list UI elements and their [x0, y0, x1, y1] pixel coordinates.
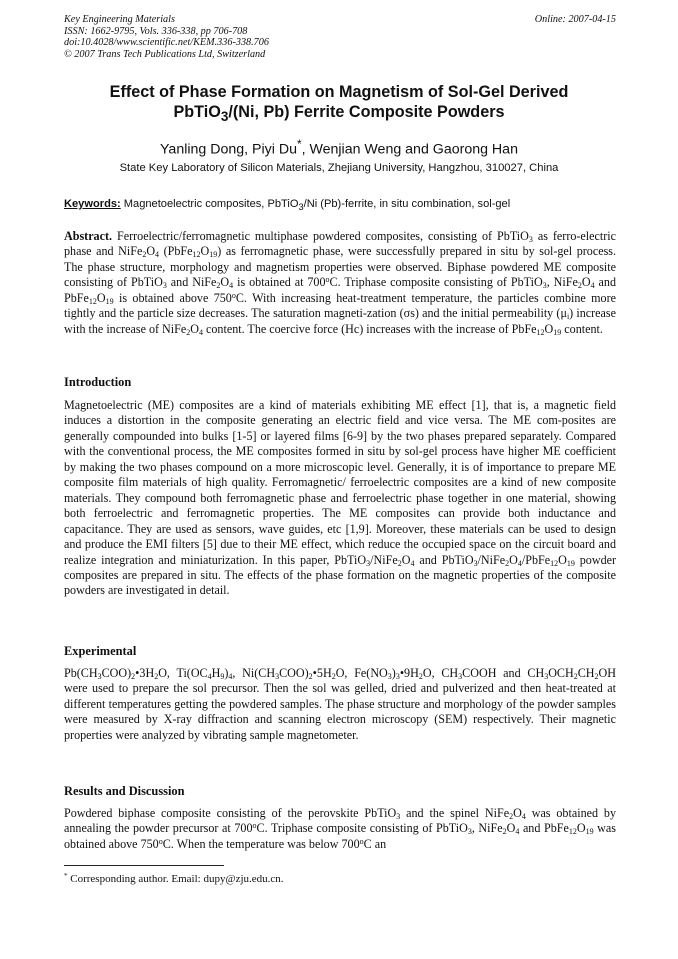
copyright-line: © 2007 Trans Tech Publications Ltd, Switzerland: [64, 48, 266, 60]
journal-name: Key Engineering Materials: [64, 14, 175, 25]
authors: Yanling Dong, Piyi Du*, Wenjian Weng and Gaorong Han: [160, 137, 518, 158]
introduction-text: Magnetoelectric (ME) composites are a kind of materials exhibiting ME effect [1], that is, a magnetic field induces a distortion in the composite generating an electric field and vice versa. The ME com-posites are generally compounded into bulks [1-5] or layered films [6-9] by the two phases prepared separately. Compared with the conventional process, the ME composites formed in situ by sol-gel process have higher ME coefficient by making the two phases compound on a more microscopic level. Generally, it is of importance to prepare ME composite film materials of high quality. Ferromagnetic/ ferroelectric composites are a kind of new composite materials. They compound both ferromagnetic phase and ferroelectric phase together in one material, showing both ferroelectric and ferromagnetic properties. The ME composites can provide both inductance and capacitance. They are used as sensors, wave guides, etc [1,9]. Moreover, these materials can be used to design and produce the EMI filters [5] due to their ME effect, which reduce the occupied space on the circuit board and realize integration and miniaturization. In this paper, $PbTiO_3/NiFe_2O_4$ and $PbTiO_3/NiFe_2O_4/PbFe_{12}O_{19}$ powder composites are prepared in situ. The effects of the phase formation on the magnetic properties of the composite powders are investigated in detail.: [64, 398, 617, 598]
issn-line: ISSN: 1662-9795, Vols. 336-338, pp 706-708: [64, 25, 248, 37]
journal-header: [64, 14, 616, 60]
abstract: [64, 229, 616, 337]
title-line-1: Effect of Phase Formation on Magnetism of Sol-Gel Derived: [109, 83, 569, 101]
results-heading: Results and Discussion: [64, 784, 185, 798]
online-date: Online: 2007-04-15: [534, 14, 616, 25]
keywords-text: Magnetoelectric composites, PbTiO$_3$/Ni (Pb)-ferrite, in situ combination, sol-gel: [120, 198, 511, 213]
introduction-heading: Introduction: [64, 375, 132, 389]
experimental-text: $Pb(CH_3COO)_2•3H_2O$, $Ti(OC_4H_9)_4$, $Ni(CH_3COO)_2•5H_2O$, $Fe(NO_3)_3•9H_2O$, $CH_3COOH$ and $CH_3OCH_2CH_2OH$ were used to prepare the sol precursor. Then the sol was gelled, dried and pulverized and then heat-treated at different temperatures getting the powdered samples. The phase structure and morphology of the powder samples were measured by X-ray diffraction and scanning electron microscopy (SEM) respectively. Their magnetic properties were analyzed by vibrating sample magnetometer.: [64, 666, 617, 742]
footnote: * Corresponding author. Email: dupy@zju.edu.cn.: [64, 872, 284, 885]
experimental-heading: Experimental: [64, 644, 137, 658]
title-line-2: PbTiO$_3$/(Ni, Pb) Ferrite Composite Powders: [173, 103, 505, 125]
paper-title: [40, 82, 638, 127]
keywords: [64, 198, 616, 212]
affiliation: State Key Laboratory of Silicon Materials, Zhejiang University, Hangzhou, 310027, China: [119, 162, 559, 174]
results-text: Powdered biphase composite consisting of the perovskite PbTiO$_3$ and the spinel $NiFe_2O_4$ was obtained by annealing the powder precursor at 700$^o$C. Triphase composite consisting of PbTiO$_3$, $NiFe_2O_4$ and $PbFe_{12}O_{19}$ was obtained above 750$^o$C. When the temperature was below 700$^o$C an: [64, 806, 617, 851]
abstract-label: Abstract.: [64, 229, 113, 243]
abstract-text: Ferroelectric/ferromagnetic multiphase powdered composites, consisting of PbTiO$_3$ as ferro-electric phase and $NiFe_2O_4$ $(PbFe_{12}O_{19})$ as ferromagnetic phase, were successfully prepared in situ by sol-gel process. The phase structure, morphology and magnetism properties were observed. Biphase powdered ME composite consisting of PbTiO$_3$ and $NiFe_2O_4$ is obtained at 700$^o$C. Triphase composite consisting of PbTiO$_3$, $NiFe_2O_4$ and $PbFe_{12}O_{19}$ is obtained above 750$^o$C. With increasing heat-treatment temperature, the particles combine more tightly and the particle size decreases. The saturation magneti-zation (σs) and the initial permeability $(\mu_i)$ increase with the increase of $NiFe_2O_4$ content. The coercive force (Hc) increases with the increase of $PbFe_{12}O_{19}$ content.: [64, 229, 617, 337]
keywords-label: Keywords:: [64, 198, 121, 210]
doi-line: doi:10.4028/www.scientific.net/KEM.336-338.706: [64, 37, 269, 49]
footnote-divider: [64, 865, 224, 866]
